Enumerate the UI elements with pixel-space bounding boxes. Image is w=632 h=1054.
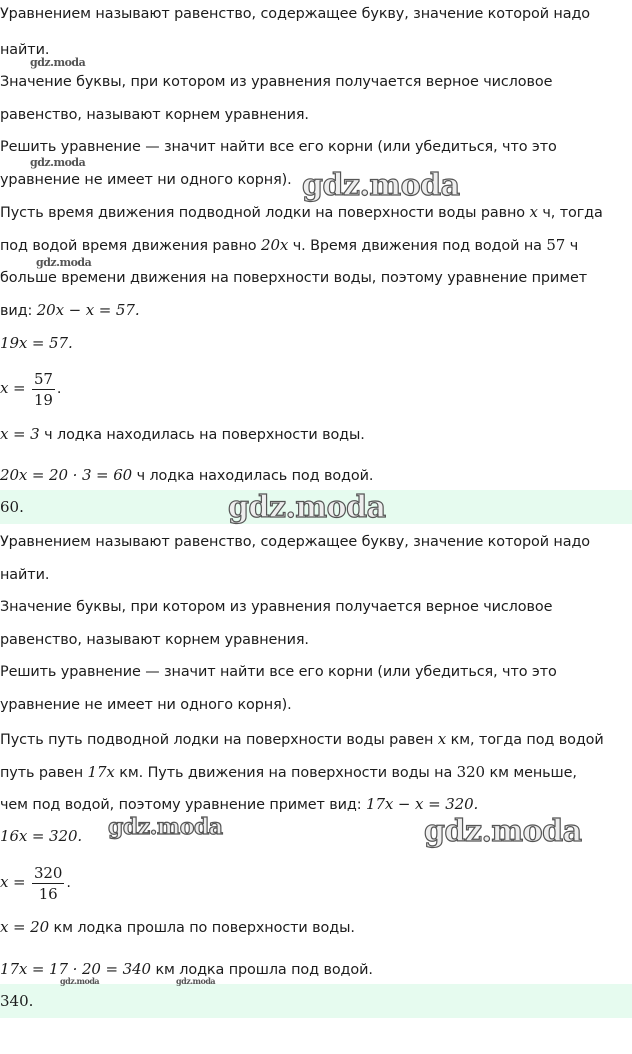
fraction [32,863,64,904]
text: под водой время движения равно [0,238,257,254]
watermark: gdz.moda [30,156,86,169]
text: ч, тогда [542,205,603,221]
equation-4 [0,424,365,445]
math-expr: x = 3 [0,425,40,443]
definition-solve-line1: Решить уравнение — значит найти все его корни (или убедиться, что это [0,139,557,155]
equation-4 [0,917,355,938]
definition-solve-line1: Решить уравнение — значит найти все его корни (или убедиться, что это [0,664,557,680]
math-57: 57 [546,236,566,254]
watermark: gdz.moda [228,490,386,525]
definition-equation-line1: Уравнением называют равенство, содержащее букву, значение которой надо [0,6,591,22]
equation-3: x = $\frac{57}{19}$ . [0,369,62,409]
equation-5 [0,465,373,486]
answer-value: 340. [0,992,34,1010]
text: км лодка прошла под водой. [155,962,373,978]
solution-sentence-1 [0,202,603,223]
watermark: gdz.moda [60,976,100,986]
text: км меньше, [489,765,577,781]
fraction [32,369,55,410]
text: ч. Время движения под водой на [292,238,542,254]
solution-sentence-4 [0,300,140,321]
math-expr: 19x = 57. [0,334,73,352]
text: ч лодка находилась под водой. [136,468,374,484]
numerator: 320 [33,863,63,882]
equation-1: 17x − x = 320. [366,795,479,813]
text: вид: [0,303,33,319]
definition-root-line2: равенство, называют корнем уравнения. [0,632,309,648]
text: км. Путь движения на поверхности воды на [119,765,453,781]
equation-2 [0,826,82,847]
watermark: gdz.moda [424,814,582,849]
text: км, тогда под водой [450,732,604,748]
answer-band-2 [0,984,632,1018]
math-expr: 16x = 320. [0,827,83,845]
text: Пусть время движения подводной лодки на поверхности воды равно [0,205,526,221]
solution-sentence-1 [0,729,604,750]
equation-3: x = $\frac{320}{16}$ . [0,863,71,903]
text: ч [569,238,579,254]
equation-1: 20x − x = 57. [36,301,140,319]
text: ч лодка находилась на поверхности воды. [44,427,365,443]
text: км лодка прошла по поверхности воды. [53,920,355,936]
answer-value: 60. [0,498,24,516]
definition-solve-line2: уравнение не имеет ни одного корня). [0,172,292,188]
definition-equation-line2: найти. [0,567,50,583]
equation-2 [0,333,73,354]
math-20x: 20x [261,236,289,254]
numerator: 57 [33,369,53,388]
solution-sentence-2 [0,762,577,783]
text: путь равен [0,765,84,781]
definition-equation-line1: Уравнением называют равенство, содержащее букву, значение которой надо [0,534,591,550]
definition-equation-line2: найти. [0,42,50,58]
watermark: gdz.moda [30,56,86,69]
math-17x: 17x [87,763,115,781]
solution-sentence-3 [0,794,478,815]
math-expr: x = 20 [0,918,50,936]
watermark: gdz.moda [36,256,92,269]
denominator: 19 [33,390,53,409]
math-x: x [529,203,538,221]
math-expr: 20x = 20 · 3 = 60 [0,466,133,484]
math-expr: 17x = 17 · 20 = 340 [0,960,151,978]
solution-sentence-2 [0,235,578,256]
math-x: x [437,730,447,748]
definition-root-line1: Значение буквы, при котором из уравнения получается верное числовое [0,74,553,90]
denominator: 16 [38,884,58,903]
text: Пусть путь подводной лодки на поверхности воды равен [0,732,434,748]
watermark: gdz.moda [108,814,223,840]
math-expr: x = [0,379,26,397]
watermark: gdz.moda [176,976,216,986]
watermark: gdz.moda [302,168,460,203]
definition-root-line2: равенство, называют корнем уравнения. [0,107,309,123]
definition-solve-line2: уравнение не имеет ни одного корня). [0,697,292,713]
text: чем под водой, поэтому уравнение примет вид: [0,797,362,813]
math-320: 320 [456,763,486,781]
definition-root-line1: Значение буквы, при котором из уравнения получается верное числовое [0,599,553,615]
solution-sentence-3: больше времени движения на поверхности воды, поэтому уравнение примет [0,270,587,286]
math-expr: x = [0,873,26,891]
